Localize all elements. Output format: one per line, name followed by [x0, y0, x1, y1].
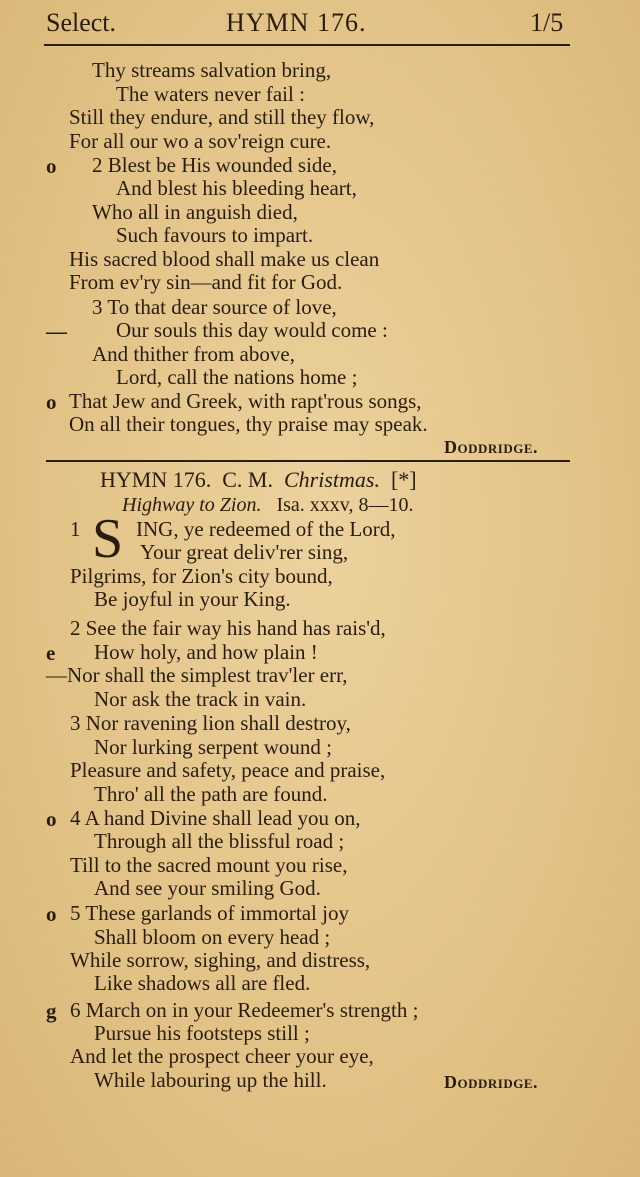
- verse-line: 3 To that dear source of love,: [92, 295, 337, 319]
- hymn-title: [100, 467, 417, 493]
- verse-line: And blest his bleeding heart,: [116, 176, 357, 200]
- verse-line: Shall bloom on every head ;: [94, 925, 331, 949]
- verse-line: Thro' all the path are found.: [94, 782, 328, 806]
- verse-line: How holy, and how plain !: [94, 640, 318, 664]
- hymn-subtitle-row: [122, 494, 413, 517]
- drop-capital: S: [92, 508, 124, 570]
- verse-line: Like shadows all are fled.: [94, 971, 311, 995]
- author-attribution: Doddridge.: [444, 1072, 539, 1092]
- performance-mark: g: [46, 999, 57, 1023]
- verse-line: Your great deliv'rer sing,: [140, 540, 349, 564]
- verse-line: Till to the sacred mount you rise,: [70, 853, 348, 877]
- performance-mark: o: [46, 807, 57, 831]
- hymn-tune: Christmas.: [283, 467, 380, 492]
- hymn-flag: [*]: [390, 467, 417, 492]
- hymn-meter: C. M.: [222, 467, 273, 492]
- author-attribution: Doddridge.: [444, 437, 539, 457]
- performance-mark: o: [46, 390, 57, 414]
- verse-line: Our souls this day would come :: [116, 318, 388, 342]
- verse-line: The waters never fail :: [116, 82, 305, 106]
- stanza-number: 1: [70, 517, 81, 541]
- verse-line: Nor ask the track in vain.: [94, 687, 307, 711]
- verse-line: Nor lurking serpent wound ;: [94, 735, 332, 759]
- section-divider: [46, 460, 570, 462]
- verse-line: Who all in anguish died,: [92, 200, 298, 224]
- verse-line: On all their tongues, thy praise may speak.: [69, 412, 428, 436]
- running-head-hymn: HYMN 176.: [226, 8, 367, 37]
- verse-line: —Nor shall the simplest trav'ler err,: [46, 663, 348, 687]
- verse-line: 3 Nor ravening lion shall destroy,: [70, 711, 351, 735]
- header-rule: [44, 44, 570, 46]
- verse-line: While sorrow, sighing, and distress,: [70, 948, 371, 972]
- verse-line: And let the prospect cheer your eye,: [70, 1044, 374, 1068]
- verse-line: 2 See the fair way his hand has rais'd,: [70, 616, 386, 640]
- scripture-reference: Isa. xxxv, 8—10.: [276, 494, 414, 516]
- verse-line: His sacred blood shall make us clean: [69, 247, 380, 271]
- performance-mark: e: [46, 641, 56, 665]
- verse-line: And see your smiling God.: [94, 876, 321, 900]
- verse-line: ING, ye redeemed of the Lord,: [136, 517, 396, 541]
- verse-line: Pleasure and safety, peace and praise,: [70, 758, 386, 782]
- verse-line: 6 March on in your Redeemer's strength ;: [70, 998, 419, 1022]
- verse-line: Lord, call the nations home ;: [116, 365, 358, 389]
- performance-mark: o: [46, 902, 57, 926]
- page-number: 1/5: [530, 8, 564, 37]
- verse-line: 5 These garlands of immortal joy: [70, 901, 349, 925]
- performance-mark: —: [46, 319, 67, 343]
- performance-mark: o: [46, 154, 57, 178]
- verse-line: Through all the blissful road ;: [94, 829, 345, 853]
- verse-line: And thither from above,: [92, 342, 295, 366]
- hymn-subtitle: Highway to Zion.: [122, 494, 262, 516]
- hymn-number: HYMN 176.: [100, 467, 212, 492]
- verse-line: Pilgrims, for Zion's city bound,: [70, 564, 333, 588]
- verse-line: Still they endure, and still they flow,: [69, 105, 375, 129]
- verse-line: 4 A hand Divine shall lead you on,: [70, 806, 361, 830]
- verse-line: Be joyful in your King.: [94, 587, 291, 611]
- verse-line: Pursue his footsteps still ;: [94, 1021, 310, 1045]
- verse-line: While labouring up the hill.: [94, 1068, 327, 1092]
- verse-line: For all our wo a sov'reign cure.: [69, 129, 332, 153]
- verse-line: Such favours to impart.: [116, 223, 314, 247]
- verse-line: Thy streams salvation bring,: [92, 58, 332, 82]
- verse-line: From ev'ry sin—and fit for God.: [69, 270, 343, 294]
- verse-line: 2 Blest be His wounded side,: [92, 153, 337, 177]
- running-head-section: Select.: [46, 8, 117, 37]
- verse-line: That Jew and Greek, with rapt'rous songs,: [69, 389, 422, 413]
